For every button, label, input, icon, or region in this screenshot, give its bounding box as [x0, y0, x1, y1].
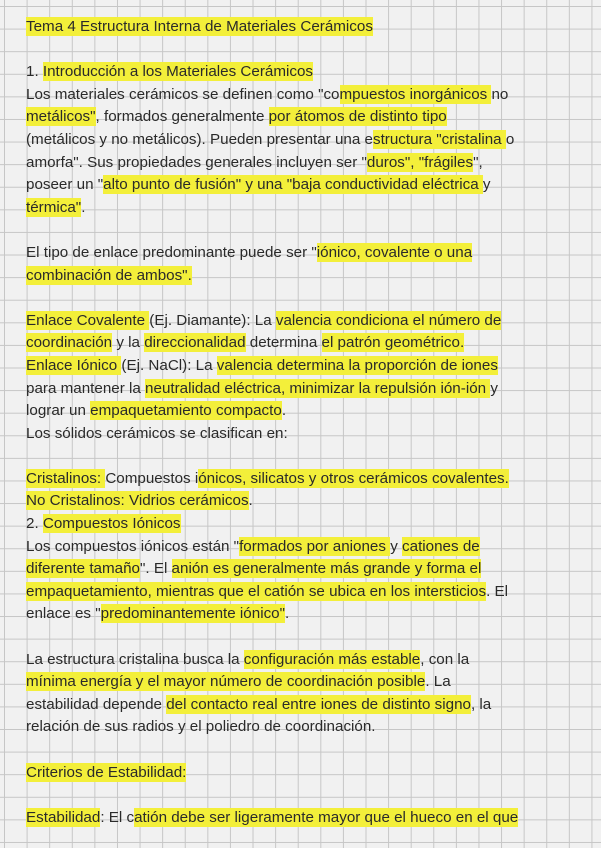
- plain-text: .: [285, 605, 290, 623]
- text-line: [26, 106, 586, 129]
- plain-text: para mantener la: [26, 379, 146, 397]
- text-line: [26, 603, 586, 626]
- text-line: [26, 671, 586, 694]
- plain-text: ",: [473, 153, 483, 171]
- highlighted-text: Enlace Covalente: [26, 311, 150, 329]
- plain-text: Los compuestos iónicos están ": [26, 537, 240, 555]
- plain-text: ". El: [139, 560, 172, 578]
- blank-line: [26, 39, 586, 62]
- text-line: [26, 490, 586, 513]
- plain-text: Los sólidos cerámicos se clasifican en:: [26, 424, 288, 442]
- document-page: [26, 16, 586, 829]
- text-line: [26, 129, 586, 152]
- plain-text: y: [390, 537, 403, 555]
- highlighted-text: atión debe ser ligeramente mayor que el hueco en el que: [134, 808, 519, 826]
- highlighted-text: Tema 4 Estructura Interna de Materiales Cerámicos: [26, 18, 373, 35]
- plain-text: . El: [486, 582, 509, 600]
- highlighted-text: térmica": [26, 198, 82, 216]
- text-line: [26, 762, 586, 785]
- highlighted-text: Estabilidad: [26, 808, 101, 826]
- highlighted-text: mpuestos inorgánicos: [339, 85, 492, 103]
- plain-text: estabilidad depende: [26, 695, 167, 713]
- blank-line: [26, 626, 586, 649]
- plain-text: . La: [425, 673, 451, 691]
- text-line: [26, 716, 586, 739]
- plain-text: o: [505, 130, 515, 148]
- plain-text: , formados generalmente: [95, 108, 269, 126]
- text-line: [26, 84, 586, 107]
- text-line: [26, 468, 586, 491]
- plain-text: 1.: [26, 63, 43, 81]
- highlighted-text: Cristalinos:: [26, 469, 106, 487]
- highlighted-text: predominantemente iónico": [100, 605, 286, 623]
- highlighted-text: cationes de: [402, 537, 480, 555]
- plain-text: amorfa". Sus propiedades generales incluyen ser ": [26, 153, 367, 171]
- plain-text: relación de sus radios y el poliedro de coordinación.: [26, 718, 376, 736]
- text-line: [26, 61, 586, 84]
- highlighted-text: Enlace Iónico: [26, 356, 122, 374]
- text-line: [26, 400, 586, 423]
- plain-text: El tipo de enlace predominante puede ser ": [26, 243, 317, 261]
- plain-text: La estructura cristalina busca la: [26, 650, 244, 668]
- text-line: [26, 649, 586, 672]
- highlighted-text: anión es generalmente más grande y forma el: [171, 560, 482, 578]
- text-line: [26, 536, 586, 559]
- text-line: [26, 558, 586, 581]
- text-line: [26, 197, 586, 220]
- blank-line: [26, 287, 586, 310]
- text-line: [26, 378, 586, 401]
- plain-text: , con la: [420, 650, 470, 668]
- highlighted-text: valencia determina la proporción de iones: [216, 356, 498, 374]
- text-line: [26, 423, 586, 446]
- highlighted-text: valencia condiciona el número de: [275, 311, 502, 329]
- plain-text: .: [248, 492, 253, 510]
- plain-text: y: [482, 176, 491, 194]
- plain-text: Compuestos i: [105, 469, 199, 487]
- plain-text: , la: [470, 695, 492, 713]
- highlighted-text: Compuestos Iónicos: [42, 515, 181, 533]
- highlighted-text: empaquetamiento compacto: [90, 402, 282, 420]
- highlighted-text: Criterios de Estabilidad:: [26, 763, 187, 781]
- plain-text: lograr un: [26, 402, 91, 420]
- highlighted-text: iónico, covalente o una: [316, 243, 473, 261]
- plain-text: 2.: [26, 515, 43, 533]
- highlighted-text: Introducción a los Materiales Cerámicos: [42, 63, 314, 81]
- highlighted-text: por átomos de distinto tipo: [268, 108, 447, 126]
- highlighted-text: formados por aniones: [239, 537, 391, 555]
- plain-text: y la: [112, 334, 145, 352]
- highlighted-text: coordinación: [26, 334, 113, 352]
- blank-line: [26, 739, 586, 762]
- highlighted-text: configuración más estable: [243, 650, 421, 668]
- highlighted-text: mínima energía y el mayor número de coordinación posible: [26, 673, 426, 691]
- blank-line: [26, 219, 586, 242]
- text-line: [26, 513, 586, 536]
- plain-text: (Ej. Diamante): La: [149, 311, 276, 329]
- text-line: [26, 310, 586, 333]
- text-line: [26, 242, 586, 265]
- text-line: [26, 152, 586, 175]
- highlighted-text: ónicos, silicatos y otros cerámicos covalentes.: [198, 469, 509, 487]
- blank-line: [26, 445, 586, 468]
- highlighted-text: direccionalidad: [144, 334, 246, 352]
- plain-text: : El c: [100, 808, 135, 826]
- plain-text: poseer un ": [26, 176, 104, 194]
- highlighted-text: metálicos": [26, 108, 96, 126]
- highlighted-text: empaquetamiento, mientras que el catión se ubica en los intersticios: [26, 582, 487, 600]
- highlighted-text: No Cristalinos: Vidrios cerámicos: [26, 492, 249, 510]
- plain-text: no: [491, 85, 509, 103]
- blank-line: [26, 784, 586, 807]
- text-line: [26, 581, 586, 604]
- highlighted-text: combinación de ambos".: [26, 266, 192, 284]
- highlighted-text: neutralidad eléctrica, minimizar la repulsión ión-ión: [145, 379, 491, 397]
- plain-text: Los materiales cerámicos se definen como "co: [26, 85, 340, 103]
- highlighted-text: el patrón geométrico.: [321, 334, 465, 352]
- text-line: [26, 174, 586, 197]
- text-line: [26, 807, 586, 830]
- text-line: [26, 332, 586, 355]
- highlighted-text: alto punto de fusión" y una "baja conductividad eléctrica: [103, 176, 483, 194]
- highlighted-text: structura "cristalina: [372, 130, 506, 148]
- plain-text: enlace es ": [26, 605, 101, 623]
- plain-text: determina: [245, 334, 322, 352]
- text-line: [26, 16, 586, 39]
- text-line: [26, 694, 586, 717]
- highlighted-text: diferente tamaño: [26, 560, 140, 578]
- text-line: [26, 265, 586, 288]
- plain-text: .: [281, 402, 287, 420]
- plain-text: .: [81, 198, 86, 216]
- text-line: [26, 355, 586, 378]
- highlighted-text: del contacto real entre iones de distinto signo: [166, 695, 471, 713]
- highlighted-text: duros", "frágiles: [366, 153, 474, 171]
- plain-text: (metálicos y no metálicos). Pueden presentar una e: [26, 130, 373, 148]
- plain-text: y: [490, 379, 498, 397]
- plain-text: (Ej. NaCl): La: [121, 356, 217, 374]
